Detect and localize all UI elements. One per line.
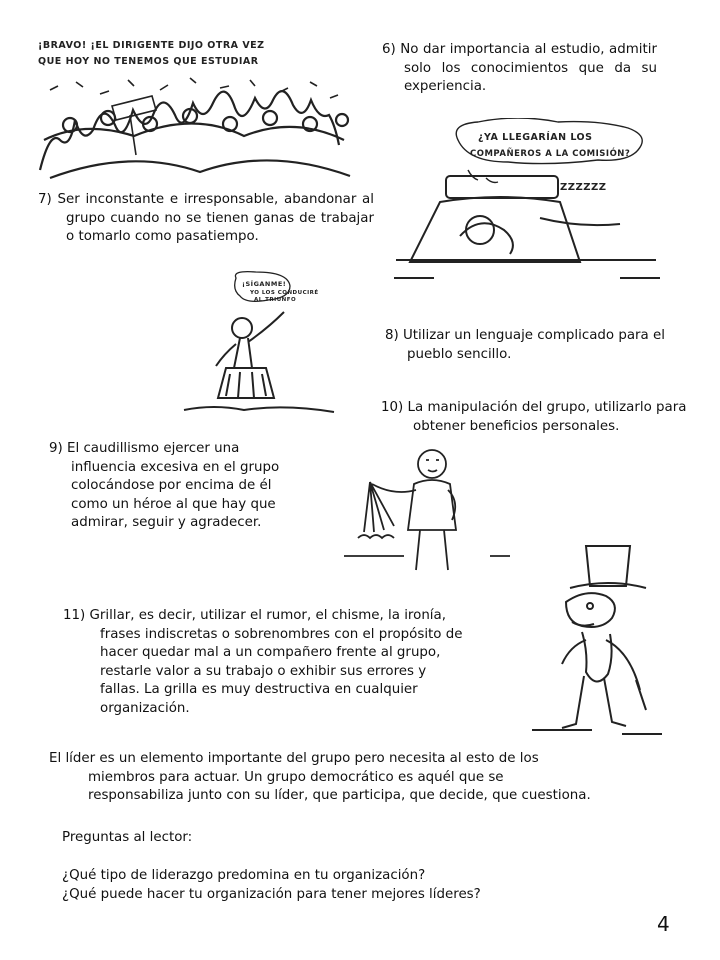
puppeteer-cartoon <box>340 438 515 578</box>
orator-bubble-line3: AL TRIUNFO <box>254 297 297 303</box>
orator-cartoon <box>170 270 345 420</box>
item-6 <box>382 41 657 97</box>
page-number: 4 <box>657 912 670 936</box>
question-1: ¿Qué tipo de liderazgo predomina en tu organización? <box>62 868 426 883</box>
sleeper-snore: ZZZZZZ <box>560 182 607 193</box>
sleeper-bubble-line1: ¿YA LLEGARÍAN LOS <box>478 132 593 143</box>
item-10 <box>381 399 719 436</box>
item-11 <box>63 607 468 718</box>
item-6-text: 6) No dar importancia al estudio, admitir solo los conocimientos que da su experiencia. <box>382 42 657 94</box>
closing-paragraph <box>49 750 597 806</box>
cricket-cartoon <box>526 540 666 740</box>
item-7-text: 7) Ser inconstante e irresponsable, abandonar al grupo cuando no se tienen ganas de trabajar o tomarlo como pasatiempo. <box>38 192 374 244</box>
item-9 <box>49 440 295 533</box>
sleeper-cartoon <box>390 118 665 293</box>
orator-bubble-line2: YO LOS CONDUCIRÉ <box>250 290 319 296</box>
crowd-cartoon <box>30 20 360 180</box>
item-7 <box>38 191 374 247</box>
crowd-caption-line1: ¡BRAVO! ¡EL DIRIGENTE DIJO OTRA VEZ <box>38 40 265 51</box>
closing-paragraph-text: El líder es un elemento importante del grupo pero necesita al esto de los miembros para actuar. Un grupo democrático es aquél que se responsabiliza junto con su líder, que participa, que decide, que cuestiona. <box>49 751 591 803</box>
item-8 <box>385 327 685 364</box>
questions-heading: Preguntas al lector: <box>62 830 193 845</box>
item-8-text: 8) Utilizar un lenguaje complicado para el pueblo sencillo. <box>385 328 665 362</box>
item-9-text: 9) El caudillismo ejercer una influencia excesiva en el grupo colocándose por encima de él como un héroe al que hay que admirar, seguir y agradecer. <box>49 441 280 530</box>
sleeper-bubble-line2: COMPAÑEROS A LA COMISIÓN? <box>470 149 631 159</box>
question-2: ¿Qué puede hacer tu organización para tener mejores líderes? <box>62 887 481 902</box>
item-10-text: 10) La manipulación del grupo, utilizarlo para obtener beneficios personales. <box>381 400 687 434</box>
orator-bubble-line1: ¡SÍGANME! <box>242 280 287 288</box>
item-11-text: 11) Grillar, es decir, utilizar el rumor, el chisme, la ironía, frases indiscretas o sobrenombres con el propósito de hacer quedar mal a un compañero frente al grupo, restarle valor a su trabajo o exhibir sus errores y fallas. La grilla es muy destructiva en cualquier organización. <box>63 608 463 716</box>
crowd-caption-line2: QUE HOY NO TENEMOS QUE ESTUDIAR <box>38 56 259 67</box>
